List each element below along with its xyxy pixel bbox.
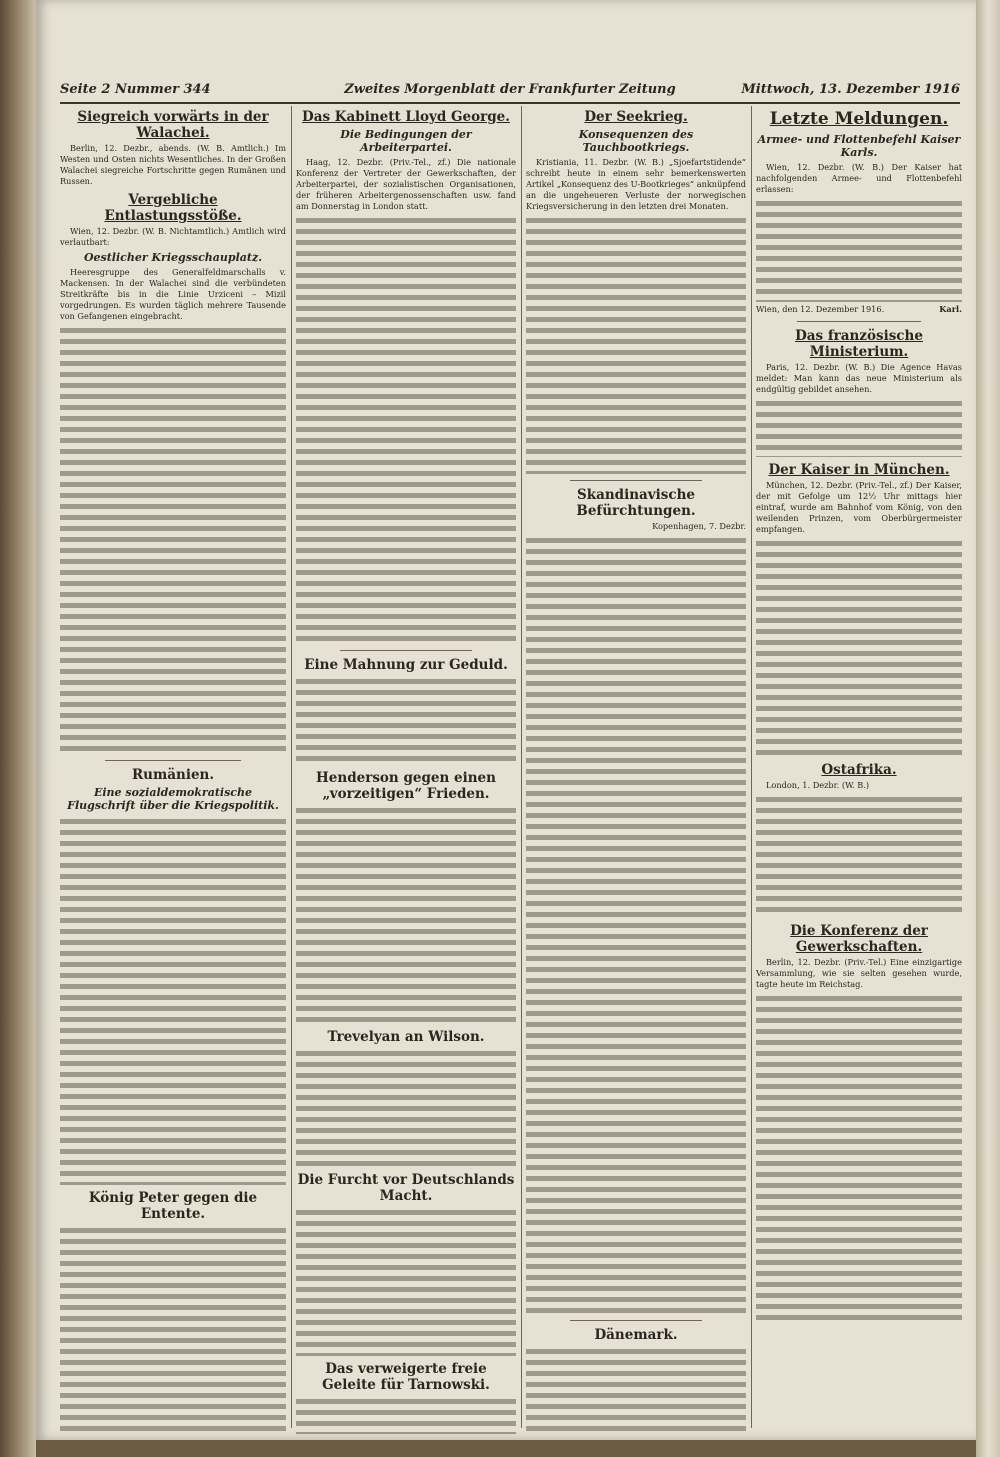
headline: Ostafrika. bbox=[821, 762, 897, 778]
headline: Skandinavische Befürchtungen. bbox=[576, 487, 696, 519]
article-text: München, 12. Dezbr. (Priv.-Tel., zf.) Der Kaiser, der mit Gefolge um 12½ Uhr mittags hier eintraf, wurde am Bahnhof vom König, von den weilenden Prinzen, vom Oberbürgermeister empfangen. bbox=[756, 480, 962, 534]
subheadline: Oestlicher Kriegsschauplatz. bbox=[83, 251, 263, 264]
article-text-block bbox=[296, 1206, 516, 1356]
headline: Vergebliche Entlastungsstöße. bbox=[104, 192, 242, 224]
headline: Dänemark. bbox=[594, 1327, 678, 1343]
article-text-block bbox=[526, 214, 746, 474]
newspaper-name: Zweites Morgenblatt der Frankfurter Zeitung bbox=[344, 82, 676, 97]
masthead bbox=[60, 82, 960, 104]
subheadline: Eine sozialdemokratische Flugschrift über die Kriegspolitik. bbox=[67, 786, 279, 812]
page-number: Seite 2 Nummer 344 bbox=[60, 82, 211, 97]
headline: Das verweigerte freie Geleite für Tarnowski. bbox=[322, 1361, 490, 1393]
headline: Siegreich vorwärts in der Walachei. bbox=[77, 109, 269, 141]
headline: Rumänien. bbox=[131, 767, 215, 783]
article-text: Berlin, 12. Dezbr. (Priv.-Tel.) Eine einzigartige Versammlung, wie sie selten gesehen wurde, tagte heute im Reichstag. bbox=[756, 957, 962, 989]
column-4 bbox=[756, 104, 962, 1434]
headline: Henderson gegen einen „vorzeitigen“ Frieden. bbox=[316, 770, 496, 802]
article-text: Berlin, 12. Dezbr., abends. (W. B. Amtlich.) Im Westen und Osten nichts Wesentliches. In der Großen Walachei siegreiche Fortschritte gegen Rumänen und Russen. bbox=[60, 143, 286, 186]
article-text-block bbox=[756, 992, 962, 1322]
subheadline: Die Bedingungen der Arbeiterpartei. bbox=[340, 128, 472, 154]
article-text-block bbox=[756, 397, 962, 457]
divider bbox=[340, 650, 472, 651]
article-text-block bbox=[526, 1345, 746, 1434]
headline: Der Kaiser in München. bbox=[768, 462, 950, 478]
headline: Letzte Meldungen. bbox=[769, 109, 949, 129]
subheadline: Konsequenzen des Tauchbootkriegs. bbox=[578, 128, 694, 154]
article-text: Paris, 12. Dezbr. (W. B.) Die Agence Havas meldet: Man kann das neue Ministerium als endgültig gebildet ansehen. bbox=[756, 362, 962, 394]
article-text: Haag, 12. Dezbr. (Priv.-Tel., zf.) Die nationale Konferenz der Vertreter der Gewerkschaften, der Arbeiterpartei, der sozialistischen Organisationen, der früheren Arbeitergenossenschaften usw. fand am Donnerstag in London statt. bbox=[296, 157, 516, 211]
sign-date: Wien, den 12. Dezember 1916. bbox=[756, 304, 885, 314]
article-text-block bbox=[296, 804, 516, 1024]
article-text-block bbox=[60, 1224, 286, 1434]
divider bbox=[570, 1320, 702, 1321]
article-text-block bbox=[296, 675, 516, 765]
headline: König Peter gegen die Entente. bbox=[88, 1190, 258, 1222]
signature: Karl. bbox=[939, 304, 962, 314]
issue-date: Mittwoch, 13. Dezember 1916 bbox=[741, 82, 960, 97]
subheadline: Armee- und Flottenbefehl Kaiser Karls. bbox=[757, 133, 961, 159]
column-1 bbox=[60, 104, 286, 1434]
article-text-block bbox=[296, 1395, 516, 1434]
article-text-block bbox=[60, 324, 286, 754]
column-2 bbox=[296, 104, 516, 1434]
article-text-block bbox=[756, 197, 962, 302]
article-text-block bbox=[756, 793, 962, 918]
divider bbox=[570, 480, 702, 481]
column-rule bbox=[291, 106, 292, 1428]
book-spine-edge bbox=[0, 0, 36, 1457]
headline: Der Seekrieg. bbox=[584, 109, 688, 125]
column-rule bbox=[521, 106, 522, 1428]
headline: Das französische Ministerium. bbox=[795, 328, 923, 360]
article-text-block bbox=[296, 214, 516, 644]
page-right-edge bbox=[976, 0, 1000, 1457]
column-rule bbox=[751, 106, 752, 1428]
article-text: Wien, 12. Dezbr. (W. B.) Der Kaiser hat nachfolgenden Armee- und Flottenbefehl erlassen: bbox=[756, 162, 962, 194]
headline: Das Kabinett Lloyd George. bbox=[302, 109, 510, 125]
headline: Die Konferenz der Gewerkschaften. bbox=[790, 923, 928, 955]
article-text: London, 1. Dezbr. (W. B.) bbox=[766, 780, 870, 790]
headline: Trevelyan an Wilson. bbox=[327, 1029, 485, 1045]
article-text bbox=[756, 304, 962, 315]
article-text-block bbox=[526, 534, 746, 1314]
headline: Die Furcht vor Deutschlands Macht. bbox=[297, 1172, 515, 1204]
column-3 bbox=[526, 104, 746, 1434]
article-text-block bbox=[756, 537, 962, 757]
article-text-block bbox=[60, 815, 286, 1185]
article-text: Wien, 12. Dezbr. (W. B. Nichtamtlich.) Amtlich wird verlautbart: bbox=[60, 226, 286, 247]
dateline: Kopenhagen, 7. Dezbr. bbox=[652, 521, 746, 531]
divider bbox=[797, 321, 921, 322]
divider bbox=[105, 760, 241, 761]
article-text: Heeresgruppe des Generalfeldmarschalls v. Mackensen. In der Walachei sind die verbündeten Streitkräfte bis in die Linie Urziceni – Mizil vorgedrungen. Es wurden täglich mehrere Tausende von Gefangenen eingebracht. bbox=[60, 267, 286, 321]
article-text: Kristiania, 11. Dezbr. (W. B.) „Sjoefartstidende“ schreibt heute in einem sehr bemerkenswerten Artikel „Konsequenz des U-Bootkrieges“ anknüpfend an die ungeheueren Verluste der norwegischen Kriegsversicherung in den letzten drei Monaten. bbox=[526, 157, 746, 211]
article-text-block bbox=[296, 1047, 516, 1167]
headline: Eine Mahnung zur Geduld. bbox=[304, 657, 508, 673]
